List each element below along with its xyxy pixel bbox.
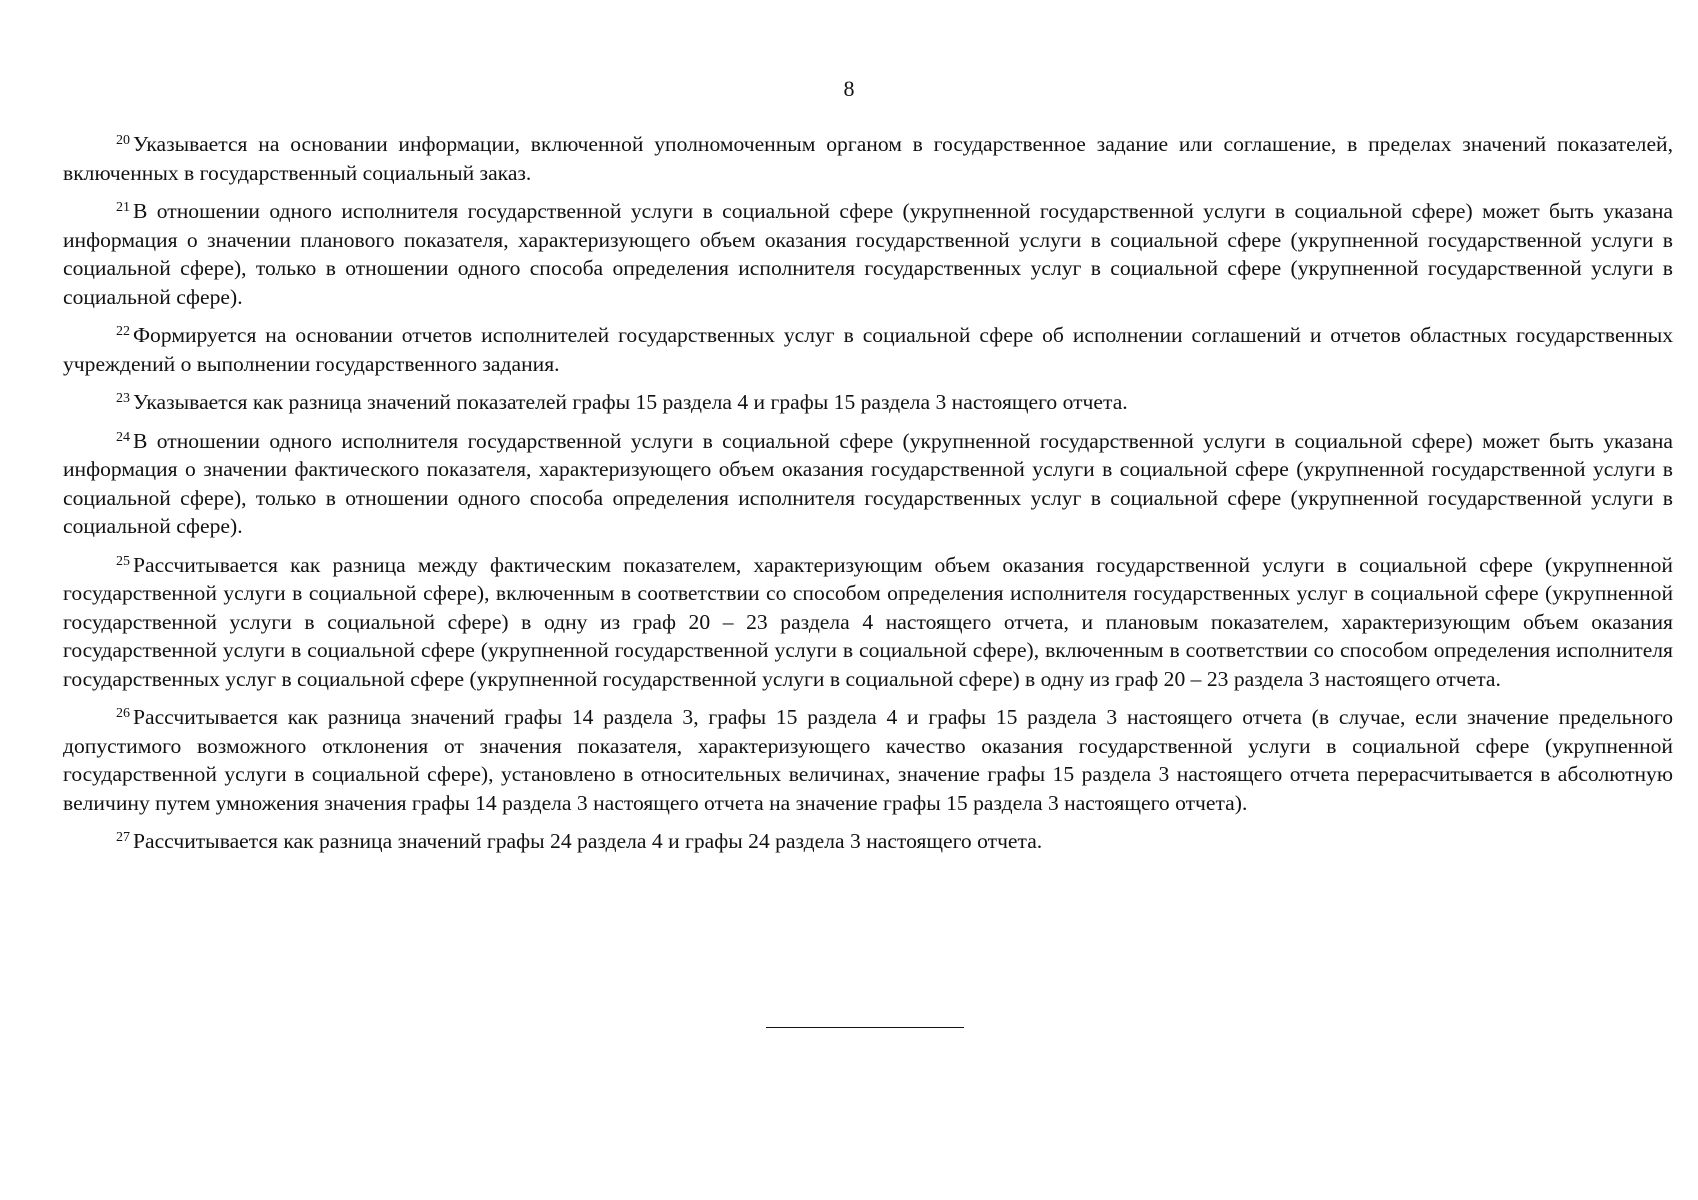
footnote-marker: 22	[116, 324, 130, 339]
footnote-marker: 20	[116, 133, 130, 148]
page-number: 8	[843, 76, 855, 101]
footnote-text: Указывается на основании информации, включенной уполномоченным органом в государственное задание или соглашение, в пределах значений показателей, включенных в государственный социальный заказ.	[63, 132, 1673, 185]
footnote-marker: 23	[116, 391, 130, 406]
footnote-marker: 27	[116, 830, 130, 845]
footnote-text: Формируется на основании отчетов исполнителей государственных услуг в социальной сфере об исполнении соглашений и отчетов областных государственных учреждений о выполнении государственного задания.	[63, 323, 1673, 376]
footnote-20	[63, 130, 1673, 187]
footnote-marker: 26	[116, 706, 130, 721]
footnote-23	[63, 388, 1673, 417]
footnote-text: Рассчитывается как разница между фактическим показателем, характеризующим объем оказания государственной услуги в социальной сфере (укрупненной государственной услуги в социальной сфере), включенным в соответствии со способом определения исполнителя государственных услуг в социальной сфере (укрупненной государственной услуги в социальной сфере) в одну из граф 20 – 23 раздела 4 настоящего отчета, и плановым показателем, характеризующим объем оказания государственной услуги в социальной сфере (укрупненной государственной услуги в социальной сфере), включенным в соответствии со способом определения исполнителя государственных услуг в социальной сфере (укрупненной государственной услуги в социальной сфере) в одну из граф 20 – 23 раздела 3 настоящего отчета.	[63, 552, 1673, 691]
footnote-text: В отношении одного исполнителя государственной услуги в социальной сфере (укрупненной государственной услуги в социальной сфере) может быть указана информация о значении фактического показателя, характеризующего объем оказания государственной услуги в социальной сфере (укрупненной государственной услуги в социальной сфере), только в отношении одного способа определения исполнителя государственных услуг в социальной сфере (укрупненной государственной услуги в социальной сфере).	[63, 428, 1673, 538]
footnotes-block	[63, 130, 1673, 866]
footnote-27	[63, 827, 1673, 856]
footnote-26	[63, 703, 1673, 817]
footnote-text: Рассчитывается как разница значений графы 24 раздела 4 и графы 24 раздела 3 настоящего отчета.	[133, 829, 1043, 853]
end-divider	[766, 1027, 964, 1028]
footnote-marker: 25	[116, 553, 130, 569]
footnote-22	[63, 321, 1673, 378]
footnote-text: Рассчитывается как разница значений графы 14 раздела 3, графы 15 раздела 4 и графы 15 раздела 3 настоящего отчета (в случае, если значение предельного допустимого возможного отклонения от значения показателя, характеризующего качество оказания государственной услуги в социальной сфере (укрупненной государственной услуги в социальной сфере), установлено в относительных величинах, значение графы 15 раздела 3 настоящего отчета перерасчитывается в абсолютную величину путем умножения значения графы 14 раздела 3 настоящего отчета на значение графы 15 раздела 3 настоящего отчета).	[63, 705, 1673, 815]
footnote-marker: 24	[116, 429, 130, 445]
footnote-text: В отношении одного исполнителя государственной услуги в социальной сфере (укрупненной государственной услуги в социальной сфере) может быть указана информация о значении планового показателя, характеризующего объем оказания государственной услуги в социальной сфере (укрупненной государственной услуги в социальной сфере), только в отношении одного способа определения исполнителя государственных услуг в социальной сфере (укрупненной государственной услуги в социальной сфере).	[63, 199, 1673, 309]
footnote-text: Указывается как разница значений показателей графы 15 раздела 4 и графы 15 раздела 3 настоящего отчета.	[133, 390, 1128, 414]
footnote-24	[63, 427, 1673, 541]
footnote-marker: 21	[116, 200, 130, 215]
footnote-25	[63, 551, 1673, 694]
footnote-21	[63, 197, 1673, 311]
